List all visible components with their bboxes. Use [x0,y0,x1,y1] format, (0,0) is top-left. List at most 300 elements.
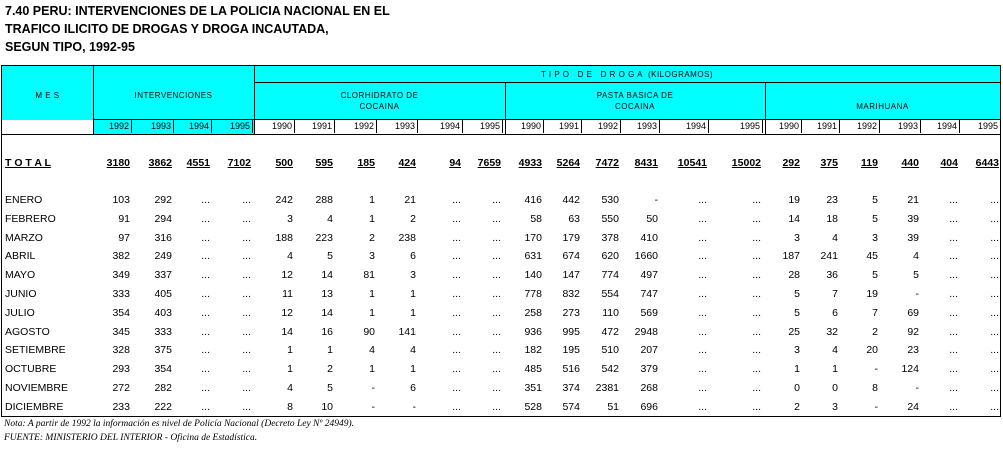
total-row-cell: 7102 [227,157,251,169]
table-row-cell: 354 [154,363,172,376]
table-row-cell: 5 [872,212,878,225]
table-row-cell: 2 [369,231,375,244]
table-row-cell: 1 [794,363,800,376]
table-row-cell: ... [990,344,999,357]
table-row-cell: ... [201,325,210,338]
table-row-cell: ... [949,212,958,225]
table-row-cell: 4 [287,382,293,394]
table-row-cell: 4 [327,212,333,225]
table-row-cell: 5 [913,269,919,282]
table-row-cell: 1 [369,194,375,206]
year-header-interv-1994: 1994 [188,121,209,131]
table-row-cell: 550 [601,212,619,225]
table-row-label: JULIO [5,306,35,319]
table-row-cell: ... [201,400,210,413]
table-row-cell: 23 [826,194,838,206]
table-row-cell: 5 [872,194,878,206]
table-row-label: DICIEMBRE [5,400,64,413]
table-row-cell: ... [990,212,999,225]
total-row-cell: 424 [398,157,416,169]
table-row-cell: ... [752,306,761,319]
total-row-cell: 185 [357,157,375,169]
table-row-cell: ... [752,269,761,282]
table-row-cell: 16 [321,325,333,338]
table-row-cell: 249 [154,250,172,263]
table-row-cell: ... [492,212,501,225]
year-header-pasta-1990: 1990 [520,121,541,131]
table-row-cell: 91 [118,212,130,225]
table-row-cell: 7 [832,288,838,300]
table-row-cell: 39 [907,212,919,225]
table-row-cell: 4 [832,231,838,244]
year-separator [131,119,132,133]
table-row-cell: ... [990,288,999,300]
total-row-cell: 10541 [677,157,707,169]
year-separator [920,119,921,133]
table-row-cell: 6 [832,306,838,319]
table-row-cell: 12 [281,269,293,282]
table-row-cell: ... [452,194,461,206]
total-row-cell: 595 [315,157,333,169]
table-row-cell: 337 [154,269,172,282]
table-row-cell: 140 [524,269,542,282]
total-row-label: T O T A L [5,157,51,169]
total-row-cell: 440 [901,157,919,169]
table-row-cell: 268 [640,382,658,394]
table-row-cell: 28 [788,269,800,282]
title-line-2: TRAFICO ILICITO DE DROGAS Y DROGA INCAUTADA, [5,22,329,36]
table-row-cell: 696 [640,400,658,413]
table-row-cell: 1 [327,344,333,357]
year-separator [211,119,212,133]
table-row-cell: ... [949,306,958,319]
table-row-cell: 316 [154,231,172,244]
table-row-label: ABRIL [5,250,36,263]
table-row-cell: 238 [398,231,416,244]
table-row-cell: 273 [562,306,580,319]
table-row-cell: ... [949,400,958,413]
table-row-cell: 51 [607,400,619,413]
table-row-cell: ... [752,382,761,394]
year-separator [543,119,544,133]
table-row-cell: ... [452,269,461,282]
table-row-cell: 1 [410,306,416,319]
table-row-cell: 403 [154,306,172,319]
table-row-cell: 10 [321,400,333,413]
year-separator [801,119,802,133]
table-row-cell: 288 [315,194,333,206]
table-row-cell: 4 [913,250,919,263]
table-row-cell: 36 [826,269,838,282]
table-row-cell: 542 [601,363,619,376]
table-row-cell: 223 [315,231,333,244]
table-row-cell: 5 [872,269,878,282]
table-row-cell: 50 [646,212,658,225]
table-row-cell: 1 [369,212,375,225]
table-row-label: JUNIO [5,288,37,300]
year-separator [252,119,253,133]
table-row-cell: 3 [794,344,800,357]
table-row-cell: 4 [410,344,416,357]
table-row-cell: - [915,382,919,394]
table-row-cell: ... [201,194,210,206]
rule-tipo [254,82,1000,83]
table-row-cell: 8 [872,382,878,394]
year-separator [376,119,377,133]
year-header-clor-1991: 1991 [311,121,332,131]
table-row-cell: - [915,288,919,300]
table-row-cell: ... [698,325,707,338]
table-row-cell: 374 [562,382,580,394]
table-row-cell: 3 [872,231,878,244]
table-row-cell: 4 [832,344,838,357]
year-separator [1000,119,1001,133]
table-row-cell: 3 [794,231,800,244]
table-row-cell: ... [492,288,501,300]
table-row-cell: 39 [907,231,919,244]
year-separator [839,119,840,133]
table-row-cell: 12 [281,306,293,319]
table-row-cell: ... [698,231,707,244]
table-row-cell: ... [452,231,461,244]
table-row-cell: 292 [154,194,172,206]
year-header-interv-1995: 1995 [229,121,250,131]
table-row-cell: 6 [410,250,416,263]
year-header-interv-1993: 1993 [150,121,171,131]
table-row-cell: 5 [327,382,333,394]
table-row-cell: 241 [820,250,838,263]
table-row-cell: 25 [788,325,800,338]
table-row-cell: ... [752,231,761,244]
year-header-pasta-1992: 1992 [597,121,618,131]
table-row-cell: 5 [794,306,800,319]
title-line-1: 7.40 PERU: INTERVENCIONES DE LA POLICIA NACIONAL EN EL [5,4,390,18]
table-row-cell: 103 [112,194,130,206]
year-separator [581,119,582,133]
year-separator [708,119,709,133]
table-row-cell: ... [752,288,761,300]
table-row-cell: 63 [568,212,580,225]
table-row-cell: 222 [154,400,172,413]
table-row-cell: 569 [640,306,658,319]
rule-years [2,134,1000,135]
table-row-cell: 333 [112,288,130,300]
table-row-cell: 2 [327,363,333,376]
year-header-clor-1994: 1994 [439,121,460,131]
table-row-cell: ... [990,194,999,206]
table-row-cell: 333 [154,325,172,338]
table-row-cell: ... [990,250,999,263]
header-mes: M E S [35,91,60,100]
table-row-cell: ... [242,325,251,338]
table-row-cell: 58 [530,212,542,225]
table-row-cell: ... [201,306,210,319]
table-row-cell: 1 [287,363,293,376]
table-row-cell: ... [752,363,761,376]
table-row-label: MAYO [5,269,36,282]
table-row-cell: 674 [562,250,580,263]
table-row-cell: ... [990,231,999,244]
total-row-cell: 292 [782,157,800,169]
table-row-cell: ... [492,344,501,357]
table-row-cell: ... [752,194,761,206]
year-separator [417,119,418,133]
header-tipo-droga: T I P O D E D R O G A (KILOGRAMOS) [540,70,714,79]
table-row-cell: ... [949,269,958,282]
table-row-cell: 416 [524,194,542,206]
table-row-cell: ... [242,194,251,206]
table-row-cell: ... [990,400,999,413]
table-row-cell: ... [949,344,958,357]
table-row-cell: ... [752,325,761,338]
table-row-cell: ... [698,194,707,206]
table-row-cell: 4 [287,250,293,263]
total-row-cell: 375 [820,157,838,169]
table-row-cell: 747 [640,288,658,300]
table-row-cell: 620 [601,250,619,263]
year-header-pasta-1994: 1994 [685,121,706,131]
table-row-cell: ... [452,306,461,319]
year-separator [620,119,621,133]
table-row-cell: - [654,194,658,206]
table-row-cell: ... [949,382,958,394]
table-row-cell: 554 [601,288,619,300]
table-row-cell: ... [949,363,958,376]
total-row-cell: 94 [449,157,461,169]
table-row-cell: 1 [832,363,838,376]
table-row-cell: ... [990,363,999,376]
year-separator [462,119,463,133]
table-row-cell: 328 [112,344,130,357]
table-row-cell: 2 [872,325,878,338]
table-row-cell: 378 [601,231,619,244]
table-row-cell: 14 [321,306,333,319]
table-row-cell: ... [201,231,210,244]
total-row-cell: 3862 [148,157,172,169]
table-row-cell: 382 [112,250,130,263]
table-row-cell: ... [242,288,251,300]
table-row-cell: ... [990,269,999,282]
table-row-cell: 3 [832,400,838,413]
table-row-cell: 936 [524,325,542,338]
year-separator [173,119,174,133]
year-header-clor-1993: 1993 [394,121,415,131]
table-row-label: SETIEMBRE [5,344,66,357]
table-row-cell: 528 [524,400,542,413]
total-row-cell: 5264 [556,157,580,169]
table-row-cell: 410 [640,231,658,244]
table-row-cell: ... [201,344,210,357]
year-header-pasta-1995: 1995 [739,121,760,131]
table-row-cell: 2948 [634,325,658,338]
table-row-cell: ... [452,325,461,338]
table-row-cell: ... [949,288,958,300]
table-row-cell: 345 [112,325,130,338]
table-row-cell: ... [242,212,251,225]
table-row-cell: ... [949,194,958,206]
table-row-cell: 182 [524,344,542,357]
table-row-cell: ... [698,288,707,300]
year-header-mari-1995: 1995 [977,121,998,131]
table-row-cell: 14 [281,325,293,338]
table-row-cell: ... [492,194,501,206]
total-row-cell: 8431 [634,157,658,169]
table-row-cell: 516 [562,363,580,376]
table-row-cell: 530 [601,194,619,206]
table-row-cell: 81 [363,269,375,282]
table-row-cell: 0 [832,382,838,394]
year-separator [762,119,763,133]
table-row-cell: 497 [640,269,658,282]
year-header-clor-1995: 1995 [479,121,500,131]
table-row-cell: ... [492,325,501,338]
table-row-cell: 442 [562,194,580,206]
year-header-mari-1990: 1990 [778,121,799,131]
table-row-cell: 97 [118,231,130,244]
year-separator [334,119,335,133]
table-row-cell: 282 [154,382,172,394]
table-row-cell: ... [990,306,999,319]
table-row-cell: 20 [866,344,878,357]
table-row-cell: ... [752,344,761,357]
table-row-cell: 405 [154,288,172,300]
table-row-cell: 631 [524,250,542,263]
table-row-cell: 21 [404,194,416,206]
table-row-cell: 147 [562,269,580,282]
table-row-cell: 1 [369,306,375,319]
header-pasta: PASTA BASICA DE COCAINA [596,91,674,111]
table-row-cell: 1 [410,363,416,376]
table-row-cell: 1 [287,344,293,357]
year-separator [959,119,960,133]
total-row-cell: 7472 [595,157,619,169]
total-row-cell: 7659 [477,157,501,169]
table-row-cell: 375 [154,344,172,357]
total-row-cell: 3180 [106,157,130,169]
table-row-cell: ... [201,269,210,282]
table-row-cell: ... [492,382,501,394]
table-row-cell: 21 [907,194,919,206]
table-row-cell: ... [492,363,501,376]
table-row-cell: ... [201,212,210,225]
total-row-cell: 4933 [518,157,542,169]
table-row-cell: 92 [907,325,919,338]
table-row-cell: 3 [287,212,293,225]
table-row-cell: 5 [327,250,333,263]
table-row-cell: ... [990,325,999,338]
table-row-cell: 774 [601,269,619,282]
year-header-pasta-1991: 1991 [558,121,579,131]
table-row-cell: 14 [788,212,800,225]
table-row-cell: ... [242,382,251,394]
table-row-cell: ... [698,269,707,282]
table-row-cell: ... [201,250,210,263]
table-row-cell: 0 [794,382,800,394]
table-row-cell: 242 [275,194,293,206]
table-row-label: FEBRERO [5,212,56,225]
title-line-3: SEGUN TIPO, 1992-95 [5,40,135,54]
total-row-cell: 4551 [186,157,210,169]
total-row-cell: 15002 [731,157,761,169]
table-row-cell: ... [492,306,501,319]
table-row-cell: 8 [287,400,293,413]
table-row-cell: 379 [640,363,658,376]
table-row-cell: 294 [154,212,172,225]
table-row-cell: - [874,363,878,376]
table-row-cell: ... [752,250,761,263]
table-row-cell: 19 [866,288,878,300]
table-row-cell: 485 [524,363,542,376]
header-intervenciones: INTERVENCIONES [134,91,213,100]
table-row-cell: 23 [907,344,919,357]
year-header-clor-1990: 1990 [271,121,292,131]
table-row-cell: 141 [398,325,416,338]
table-row-cell: 2381 [595,382,619,394]
rule-headers [93,119,1000,120]
table-row-cell: ... [452,382,461,394]
table-row-cell: ... [698,250,707,263]
total-row-cell: 119 [861,157,878,169]
year-header-pasta-1993: 1993 [636,121,657,131]
footnote: Nota: A partir de 1992 la información es nivel de Policía Nacional (Decreto Ley Nº 24949). [4,419,355,429]
table-row-cell: ... [242,250,251,263]
table-row-cell: 179 [562,231,580,244]
table-row-cell: ... [698,212,707,225]
table-row-cell: ... [698,363,707,376]
table-row-cell: 5 [794,288,800,300]
header-clorhidrato: CLORHIDRATO DE COCAINA [340,91,419,111]
table-row-cell: 351 [524,382,542,394]
table-row-cell: ... [949,250,958,263]
table-row-cell: 11 [282,288,293,300]
table-row-cell: - [371,400,375,413]
table-row-cell: 45 [866,250,878,263]
table-row-cell: 69 [907,306,919,319]
table-row-cell: 832 [562,288,580,300]
table-row-cell: ... [452,288,461,300]
table-row-cell: - [371,382,375,394]
header-marihuana: MARIHUANA [856,102,909,111]
table-row-cell: 258 [524,306,542,319]
table-row-cell: ... [698,306,707,319]
table-row-cell: 3 [410,269,416,282]
table-row-cell: ... [242,344,251,357]
table-row-cell: 1 [410,288,416,300]
table-row-label: MARZO [5,231,43,244]
table-row-cell: - [412,400,416,413]
table-row-cell: 349 [112,269,130,282]
year-header-mari-1994: 1994 [936,121,957,131]
table-row-cell: 293 [112,363,130,376]
table-row-cell: 18 [826,212,838,225]
table-row-cell: 207 [640,344,658,357]
table-row-cell: 574 [562,400,580,413]
table-row-cell: 32 [826,325,838,338]
table-row-cell: 233 [112,400,130,413]
table-row-cell: ... [452,363,461,376]
table-row-cell: 2 [410,212,416,225]
table-row-cell: ... [242,363,251,376]
table-row-cell: 24 [907,400,919,413]
table-row-cell: 1 [369,288,375,300]
table-row-cell: 995 [562,325,580,338]
table-row-cell: 6 [410,382,416,394]
year-separator [879,119,880,133]
table-row-cell: ... [949,325,958,338]
table-row-cell: ... [949,231,958,244]
year-header-interv-1992: 1992 [108,121,129,131]
year-separator [502,119,503,133]
